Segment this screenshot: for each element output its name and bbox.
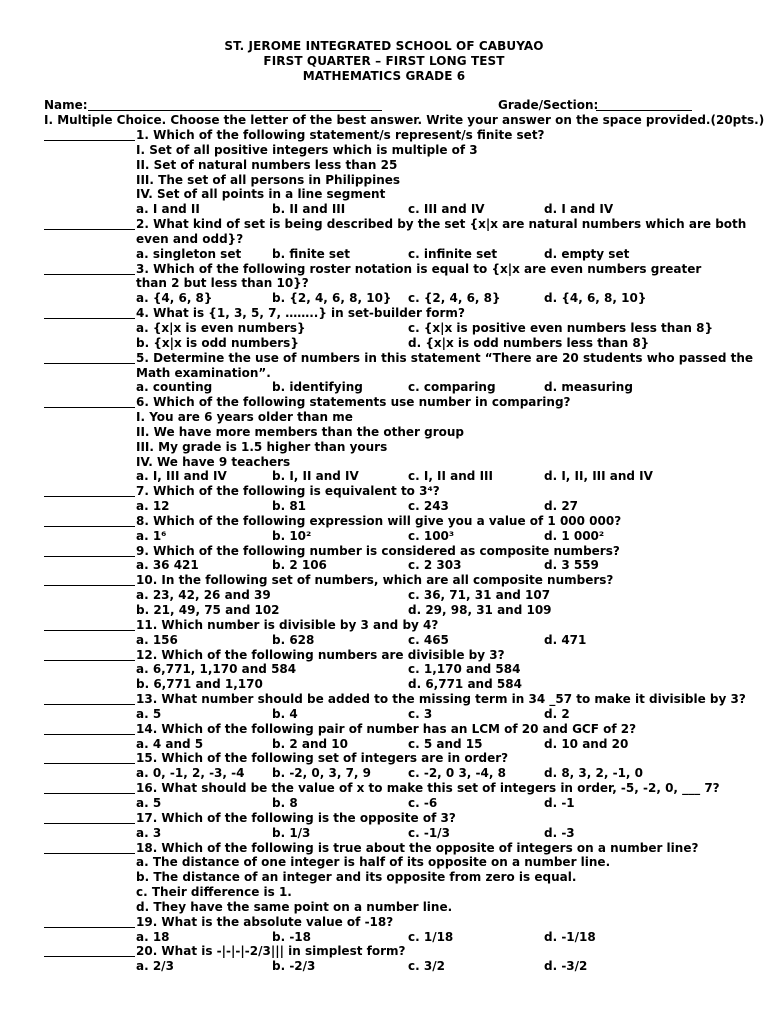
line <box>44 276 744 291</box>
choice-option: d. {4, 6, 8, 10} <box>544 291 647 306</box>
line <box>44 232 744 247</box>
choice-option: a. I and II <box>136 202 200 217</box>
choices-row <box>44 603 744 618</box>
choices-row <box>44 588 744 603</box>
choice-option: a. 3 <box>136 825 162 840</box>
choices-row <box>44 707 744 722</box>
test-header <box>0 39 768 83</box>
choice-option: d. 2 <box>544 706 570 721</box>
answer-blank[interactable] <box>44 630 135 631</box>
choices-row <box>44 336 744 351</box>
choices-row <box>44 766 744 781</box>
student-info-line <box>44 98 724 113</box>
choice-option: a. 2/3 <box>136 959 174 974</box>
answer-blank[interactable] <box>44 793 135 794</box>
line <box>44 143 744 158</box>
choices-row <box>44 380 744 395</box>
question-text: 1. Which of the following statement/s represent/s finite set? <box>136 128 545 142</box>
question-row <box>44 128 744 143</box>
choice-option: b. 8 <box>272 795 298 810</box>
question-row <box>44 841 744 856</box>
question-statement: III. The set of all persons in Philippines <box>136 172 401 187</box>
question-statement: c. Their difference is 1. <box>136 885 292 900</box>
answer-blank[interactable] <box>44 585 135 586</box>
choice-option: d. 1 000² <box>544 528 605 543</box>
answer-blank[interactable] <box>44 229 135 230</box>
choice-option: c. III and IV <box>408 202 485 217</box>
choice-option: c. 243 <box>408 499 449 514</box>
line <box>44 440 744 455</box>
choice-option: c. {x|x is positive even numbers less than 8} <box>408 320 714 335</box>
choices-row <box>44 558 744 573</box>
instructions: I. Multiple Choice. Choose the letter of the best answer. Write your answer on the space provided.(20pts.) <box>44 113 765 127</box>
choices-row <box>44 959 744 974</box>
question-row <box>44 692 744 707</box>
choice-option: b. II and III <box>272 202 346 217</box>
question-text: 19. What is the absolute value of -18? <box>136 914 394 929</box>
question-row <box>44 395 744 410</box>
question-row <box>44 573 744 588</box>
question-text: 8. Which of the following expression will give you a value of 1 000 000? <box>136 513 622 528</box>
line <box>44 455 744 470</box>
question-statement: I. You are 6 years older than me <box>136 410 353 425</box>
choice-option: d. 27 <box>544 499 579 514</box>
question-row <box>44 915 744 930</box>
choice-option: b. 81 <box>272 499 307 514</box>
answer-blank[interactable] <box>44 496 135 497</box>
line <box>44 425 744 440</box>
choice-option: d. I, II, III and IV <box>544 469 653 484</box>
choices-row <box>44 930 744 945</box>
question-text: 6. Which of the following statements use number in comparing? <box>136 395 571 410</box>
choice-option: b. -2, 0, 3, 7, 9 <box>272 766 371 781</box>
choice-option: a. 18 <box>136 929 170 944</box>
choice-option: b. 4 <box>272 706 298 721</box>
question-row <box>44 618 744 633</box>
choice-option: b. 10² <box>272 528 312 543</box>
question-row <box>44 514 744 529</box>
choice-option: b. finite set <box>272 246 350 261</box>
question-statement: IV. Set of all points in a line segment <box>136 187 386 202</box>
line <box>44 366 744 381</box>
question-statement: b. The distance of an integer and its opposite from zero is equal. <box>136 870 577 885</box>
choice-option: c. 1/18 <box>408 929 454 944</box>
answer-blank[interactable] <box>44 927 135 928</box>
question-text-continued: than 2 but less than 10}? <box>136 276 309 291</box>
choice-option: d. empty set <box>544 246 630 261</box>
choice-option: d. 8, 3, 2, -1, 0 <box>544 766 643 781</box>
choice-option: d. -1 <box>544 795 575 810</box>
answer-blank[interactable] <box>44 274 135 275</box>
answer-blank[interactable] <box>44 363 135 364</box>
question-statement: II. We have more members than the other group <box>136 424 465 439</box>
choice-option: b. 1/3 <box>272 825 311 840</box>
choice-option: a. 0, -1, 2, -3, -4 <box>136 766 245 781</box>
choice-option: d. -3 <box>544 825 575 840</box>
choice-option: c. -1/3 <box>408 825 450 840</box>
choice-option: a. 23, 42, 26 and 39 <box>136 588 271 603</box>
choice-option: c. 3/2 <box>408 959 445 974</box>
choices-row <box>44 737 744 752</box>
question-row <box>44 781 744 796</box>
question-text: 7. Which of the following is equivalent to 3⁴? <box>136 484 440 499</box>
question-row <box>44 306 744 321</box>
question-text: 9. Which of the following number is considered as composite numbers? <box>136 543 620 558</box>
question-text: 20. What is -|-|-|-2/3||| in simplest form? <box>136 944 406 959</box>
choice-option: d. 29, 98, 31 and 109 <box>408 603 552 617</box>
answer-blank[interactable] <box>44 318 135 319</box>
question-row <box>44 350 754 366</box>
choice-option: c. 5 and 15 <box>408 736 483 751</box>
line <box>44 410 744 425</box>
choice-option: c. 465 <box>408 632 449 647</box>
choices-row <box>44 499 744 514</box>
answer-blank[interactable] <box>44 763 135 764</box>
choice-option: a. singleton set <box>136 246 242 261</box>
question-text: 10. In the following set of numbers, which are all composite numbers? <box>136 573 614 588</box>
question-text: 14. Which of the following pair of number has an LCM of 20 and GCF of 2? <box>136 721 637 736</box>
choices-row <box>44 247 744 262</box>
name-field[interactable] <box>88 110 382 111</box>
answer-blank[interactable] <box>44 734 135 735</box>
choices-row <box>44 202 744 217</box>
answer-blank[interactable] <box>44 407 135 408</box>
choice-option: c. -6 <box>408 795 438 810</box>
question-text: 13. What number should be added to the missing term in 34 _57 to make it divisible by 3? <box>136 692 746 707</box>
choice-option: d. measuring <box>544 380 633 395</box>
question-statement: III. My grade is 1.5 higher than yours <box>136 439 388 454</box>
question-text: 17. Which of the following is the opposite of 3? <box>136 810 456 825</box>
question-text: 12. Which of the following numbers are divisible by 3? <box>136 647 505 662</box>
choice-option: b. 6,771 and 1,170 <box>136 677 263 692</box>
choice-option: a. {4, 6, 8} <box>136 291 213 306</box>
question-row <box>44 217 747 232</box>
choice-option: a. 36 421 <box>136 558 199 573</box>
choice-option: c. comparing <box>408 380 496 395</box>
question-row <box>44 944 744 959</box>
choice-option: a. 12 <box>136 499 170 514</box>
choices-row <box>44 291 744 306</box>
answer-blank[interactable] <box>44 556 135 557</box>
choices-row <box>44 662 744 677</box>
choice-option: b. 21, 49, 75 and 102 <box>136 603 280 617</box>
choice-option: c. 36, 71, 31 and 107 <box>408 588 551 603</box>
line <box>44 885 744 900</box>
choice-option: d. 3 559 <box>544 558 599 573</box>
line <box>44 900 744 915</box>
choice-option: c. 1,170 and 584 <box>408 662 521 677</box>
choice-option: d. {x|x is odd numbers less than 8} <box>408 335 650 350</box>
choice-option: b. identifying <box>272 380 363 395</box>
grade-section-label: Grade/Section: <box>498 98 599 112</box>
choice-option: c. {2, 4, 6, 8} <box>408 291 501 306</box>
choice-option: c. 2 303 <box>408 558 462 573</box>
choice-option: d. I and IV <box>544 202 614 217</box>
choice-option: a. 156 <box>136 632 178 647</box>
choice-option: b. {x|x is odd numbers} <box>136 335 299 350</box>
choice-option: c. 100³ <box>408 528 455 543</box>
line <box>44 158 744 173</box>
answer-blank[interactable] <box>44 823 135 824</box>
choice-option: c. I, II and III <box>408 469 493 484</box>
question-row <box>44 722 744 737</box>
question-statement: I. Set of all positive integers which is multiple of 3 <box>136 142 478 157</box>
subject-title: MATHEMATICS GRADE 6 <box>302 68 466 83</box>
choices-row <box>44 633 744 648</box>
choice-option: c. -2, 0 3, -4, 8 <box>408 766 506 781</box>
line <box>44 870 744 885</box>
question-row <box>44 751 744 766</box>
school-name: ST. JEROME INTEGRATED SCHOOL OF CABUYAO <box>224 39 544 53</box>
question-text-continued: Math examination”. <box>136 365 271 380</box>
choice-option: b. {2, 4, 6, 8, 10} <box>272 291 392 306</box>
line <box>44 173 744 188</box>
question-text: 3. Which of the following roster notation is equal to {x|x are even numbers greater <box>136 261 702 276</box>
choice-option: b. -2/3 <box>272 959 316 974</box>
question-text: 15. Which of the following set of integers are in order? <box>136 751 509 766</box>
choice-option: c. infinite set <box>408 246 498 261</box>
answer-blank[interactable] <box>44 956 135 957</box>
answer-blank[interactable] <box>44 704 135 705</box>
grade-section-field[interactable] <box>596 110 692 111</box>
choices-row <box>44 321 744 336</box>
choice-option: c. 3 <box>408 706 433 721</box>
question-text: 11. Which number is divisible by 3 and by 4? <box>136 617 439 632</box>
choice-option: a. 1⁶ <box>136 528 167 543</box>
question-list <box>44 128 754 974</box>
line <box>44 855 744 870</box>
question-statement: d. They have the same point on a number line. <box>136 899 453 914</box>
choice-option: a. 5 <box>136 706 162 721</box>
question-text: 5. Determine the use of numbers in this statement “There are 20 students who passed the <box>136 350 754 365</box>
choices-row <box>44 469 744 484</box>
answer-blank[interactable] <box>44 140 135 141</box>
line <box>44 187 744 202</box>
choice-option: b. -18 <box>272 929 312 944</box>
choices-row <box>44 677 744 692</box>
question-text: 16. What should be the value of x to make this set of integers in order, -5, -2, 0, ___ 7? <box>136 781 720 796</box>
question-row <box>44 262 744 277</box>
question-statement: IV. We have 9 teachers <box>136 454 291 469</box>
test-title: FIRST QUARTER – FIRST LONG TEST <box>263 53 505 68</box>
choices-row <box>44 796 744 811</box>
question-statement: II. Set of natural numbers less than 25 <box>136 157 398 172</box>
choice-option: b. 628 <box>272 632 315 647</box>
choice-option: d. -1/18 <box>544 929 596 944</box>
question-text: 4. What is {1, 3, 5, 7, ……..} in set-builder form? <box>136 306 465 321</box>
choice-option: b. 2 106 <box>272 558 327 573</box>
choice-option: a. {x|x is even numbers} <box>136 320 306 335</box>
answer-blank[interactable] <box>44 853 135 854</box>
question-statement: a. The distance of one integer is half of its opposite on a number line. <box>136 855 611 870</box>
choices-row <box>44 826 744 841</box>
choice-option: d. 471 <box>544 632 587 647</box>
choice-option: b. 2 and 10 <box>272 736 348 751</box>
choice-option: d. 10 and 20 <box>544 736 629 751</box>
answer-blank[interactable] <box>44 526 135 527</box>
choice-option: a. 4 and 5 <box>136 736 204 751</box>
answer-blank[interactable] <box>44 660 135 661</box>
choices-row <box>44 529 744 544</box>
question-row <box>44 648 744 663</box>
question-text: 2. What kind of set is being described by the set {x|x are natural numbers which are both <box>136 217 747 232</box>
question-text-continued: even and odd}? <box>136 231 244 246</box>
choice-option: a. I, III and IV <box>136 469 227 484</box>
question-row <box>44 811 744 826</box>
choice-option: b. I, II and IV <box>272 469 359 484</box>
question-text: 18. Which of the following is true about the opposite of integers on a number line? <box>136 840 699 855</box>
choice-option: a. 5 <box>136 795 162 810</box>
choice-option: a. 6,771, 1,170 and 584 <box>136 662 297 677</box>
question-row <box>44 484 744 499</box>
question-row <box>44 544 744 559</box>
name-label: Name: <box>44 98 88 112</box>
choice-option: d. 6,771 and 584 <box>408 677 522 692</box>
choice-option: d. -3/2 <box>544 959 588 974</box>
choice-option: a. counting <box>136 380 213 395</box>
